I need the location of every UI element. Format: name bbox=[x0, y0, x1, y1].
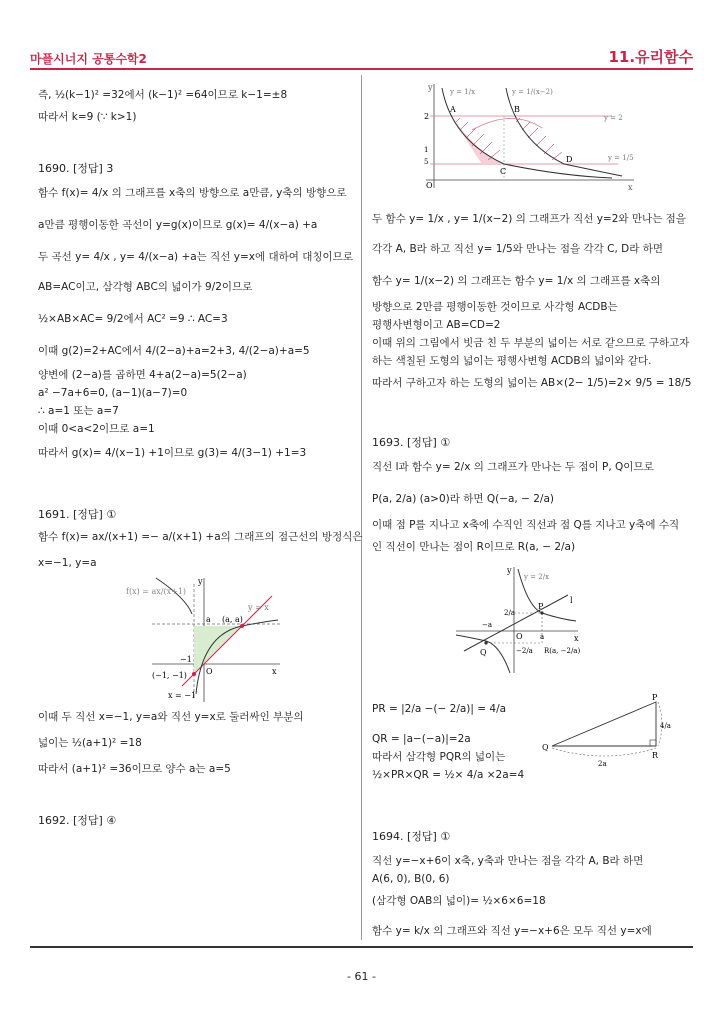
text-line: P(a, 2/a) (a>0)라 하면 Q(−a, − 2/a) bbox=[372, 493, 554, 505]
svg-text:y = 1/x: y = 1/x bbox=[450, 88, 476, 96]
text-line: 각각 A, B라 하고 직선 y= 1/5와 만나는 점을 각각 C, D라 하면 bbox=[372, 243, 664, 255]
text-line: 따라서 k=9 (∵ k>1) bbox=[38, 111, 137, 123]
svg-text:x: x bbox=[628, 183, 633, 192]
header-rule bbox=[30, 68, 693, 70]
text-line: 따라서 (a+1)² =36이므로 양수 a는 a=5 bbox=[38, 763, 231, 775]
svg-text:l: l bbox=[570, 596, 573, 605]
text-line: 두 함수 y= 1/x , y= 1/(x−2) 의 그래프가 직선 y=2와 만나는 점을 bbox=[372, 213, 686, 225]
svg-text:y = 2/x: y = 2/x bbox=[524, 573, 550, 581]
text-line: (삼각형 OAB의 넓이)= ½×6×6=18 bbox=[372, 895, 546, 907]
text-line: 인 직선이 만나는 점이 R이므로 R(a, − 2/a) bbox=[372, 541, 576, 553]
text-line: 따라서 g(x)= 4/(x−1) +1이므로 g(3)= 4/(3−1) +1=3 bbox=[38, 447, 307, 459]
svg-text:f(x) = ax/(x+1): f(x) = ax/(x+1) bbox=[126, 587, 187, 596]
page-header bbox=[30, 46, 693, 68]
text-line: 즉, ½(k−1)² =32에서 (k−1)² =64이므로 k−1=±8 bbox=[38, 89, 288, 101]
svg-text:4/a: 4/a bbox=[660, 722, 671, 730]
page-number: - 61 - bbox=[347, 970, 376, 983]
svg-text:(a, a): (a, a) bbox=[222, 615, 243, 624]
svg-text:2a: 2a bbox=[598, 760, 607, 768]
svg-text:x = −1: x = −1 bbox=[168, 691, 197, 700]
text-line: 두 곡선 y= 4/x , y= 4/(x−a) +a는 직선 y=x에 대하여 대칭이므로 bbox=[38, 251, 353, 263]
problem-heading: 1690. [정답] 3 bbox=[38, 162, 114, 175]
svg-text:Q: Q bbox=[480, 648, 487, 657]
svg-text:a: a bbox=[540, 633, 545, 641]
text-line: QR = |a−(−a)|=2a bbox=[372, 733, 471, 745]
svg-text:y = 2: y = 2 bbox=[604, 114, 623, 122]
text-line: 직선 l과 함수 y= 2/x 의 그래프가 만나는 두 점이 P, Q이므로 bbox=[372, 461, 654, 473]
figure-1690-graph bbox=[412, 80, 642, 192]
figure-1693-graph bbox=[452, 565, 584, 675]
chapter-title: 11.유리함수 bbox=[608, 48, 693, 66]
text-line: 따라서 구하고자 하는 도형의 넓이는 AB×(2− 1/5)=2× 9/5 = 18/5 bbox=[372, 377, 692, 389]
svg-text:R: R bbox=[652, 751, 659, 760]
figure-1691-graph bbox=[122, 574, 282, 704]
svg-text:R(a, −2/a): R(a, −2/a) bbox=[544, 647, 581, 655]
svg-text:D: D bbox=[566, 155, 573, 164]
text-line: PR = |2/a −(− 2/a)| = 4/a bbox=[372, 703, 507, 715]
svg-text:5: 5 bbox=[424, 158, 429, 166]
footer-rule bbox=[30, 946, 693, 948]
text-line: 이때 점 P를 지나고 x축에 수직인 직선과 점 Q를 지나고 y축에 수직 bbox=[372, 519, 680, 531]
text-line: 함수 y= 1/(x−2) 의 그래프는 함수 y= 1/x 의 그래프를 x축의 bbox=[372, 275, 661, 287]
text-line: 함수 f(x)= ax/(x+1) =− a/(x+1) +a의 그래프의 점근선의 방정식은 bbox=[38, 531, 363, 543]
svg-text:(−1, −1): (−1, −1) bbox=[152, 671, 187, 680]
text-line: 방향으로 2만큼 평행이동한 것이므로 사각형 ACDB는 bbox=[372, 301, 618, 313]
svg-text:a: a bbox=[206, 615, 211, 624]
text-line: 함수 f(x)= 4/x 의 그래프를 x축의 방향으로 a만큼, y축의 방향으로 bbox=[38, 187, 347, 199]
book-title: 마플시너지 공통수학2 bbox=[30, 52, 147, 66]
problem-heading: 1692. [정답] ④ bbox=[38, 814, 117, 827]
svg-text:x: x bbox=[272, 667, 277, 676]
svg-text:2: 2 bbox=[424, 112, 430, 121]
svg-text:O: O bbox=[426, 181, 433, 190]
problem-heading: 1691. [정답] ① bbox=[38, 508, 117, 521]
text-line: AB=AC이고, 삼각형 ABC의 넓이가 9/2이므로 bbox=[38, 281, 253, 293]
svg-text:y: y bbox=[198, 577, 203, 586]
svg-text:−1: −1 bbox=[180, 655, 192, 664]
text-line: 넓이는 ½(a+1)² =18 bbox=[38, 737, 142, 749]
svg-text:y = 1/(x−2): y = 1/(x−2) bbox=[512, 88, 553, 96]
svg-text:O: O bbox=[516, 632, 523, 641]
text-line: 평행사변형이고 AB=CD=2 bbox=[372, 319, 501, 331]
svg-text:−2/a: −2/a bbox=[516, 647, 533, 655]
text-line: 함수 y= k/x 의 그래프와 직선 y=−x+6은 모두 직선 y=x에 bbox=[372, 925, 652, 937]
svg-text:y: y bbox=[507, 566, 512, 575]
text-line: x=−1, y=a bbox=[38, 557, 97, 569]
svg-text:O: O bbox=[206, 667, 213, 676]
text-line: 이때 0<a<2이므로 a=1 bbox=[38, 423, 155, 435]
text-line: a² −7a+6=0, (a−1)(a−7)=0 bbox=[38, 387, 188, 399]
figure-1693-triangle bbox=[538, 690, 678, 770]
svg-text:y = 1/5: y = 1/5 bbox=[608, 154, 634, 162]
svg-text:−a: −a bbox=[482, 621, 493, 629]
svg-text:y = x: y = x bbox=[248, 603, 269, 612]
text-line: a만큼 평행이동한 곡선이 y=g(x)이므로 g(x)= 4/(x−a) +a bbox=[38, 219, 318, 231]
svg-text:A: A bbox=[450, 105, 456, 114]
svg-text:B: B bbox=[514, 105, 520, 114]
svg-text:Q: Q bbox=[542, 743, 549, 752]
column-divider bbox=[361, 75, 362, 940]
text-line: 이때 두 직선 x=−1, y=a와 직선 y=x로 둘러싸인 부분의 bbox=[38, 711, 304, 723]
text-line: ½×AB×AC= 9/2에서 AC² =9 ∴ AC=3 bbox=[38, 313, 228, 325]
svg-text:C: C bbox=[500, 167, 507, 176]
problem-heading: 1693. [정답] ① bbox=[372, 436, 451, 449]
text-line: 하는 색칠된 도형의 넓이는 평행사변형 ACDB의 넓이와 같다. bbox=[372, 355, 652, 367]
text-line: A(6, 0), B(0, 6) bbox=[372, 873, 450, 885]
problem-heading: 1694. [정답] ① bbox=[372, 830, 451, 843]
text-line: ∴ a=1 또는 a=7 bbox=[38, 405, 119, 417]
svg-text:P: P bbox=[538, 602, 544, 611]
svg-text:y: y bbox=[428, 83, 433, 92]
text-line: 따라서 삼각형 PQR의 넓이는 bbox=[372, 751, 506, 763]
text-line: 이때 g(2)=2+AC에서 4/(2−a)+a=2+3, 4/(2−a)+a=5 bbox=[38, 345, 310, 357]
text-line: 이때 위의 그림에서 빗금 친 두 부분의 넓이는 서로 같으므로 구하고자 bbox=[372, 337, 690, 349]
svg-text:2/a: 2/a bbox=[504, 609, 515, 617]
svg-text:x: x bbox=[574, 634, 579, 643]
svg-text:1: 1 bbox=[424, 146, 429, 154]
text-line: ½×PR×QR = ½× 4/a ×2a=4 bbox=[372, 769, 525, 781]
text-line: 양변에 (2−a)를 곱하면 4+a(2−a)=5(2−a) bbox=[38, 369, 247, 381]
svg-text:P: P bbox=[652, 693, 658, 702]
text-line: 직선 y=−x+6이 x축, y축과 만나는 점을 각각 A, B라 하면 bbox=[372, 855, 644, 867]
